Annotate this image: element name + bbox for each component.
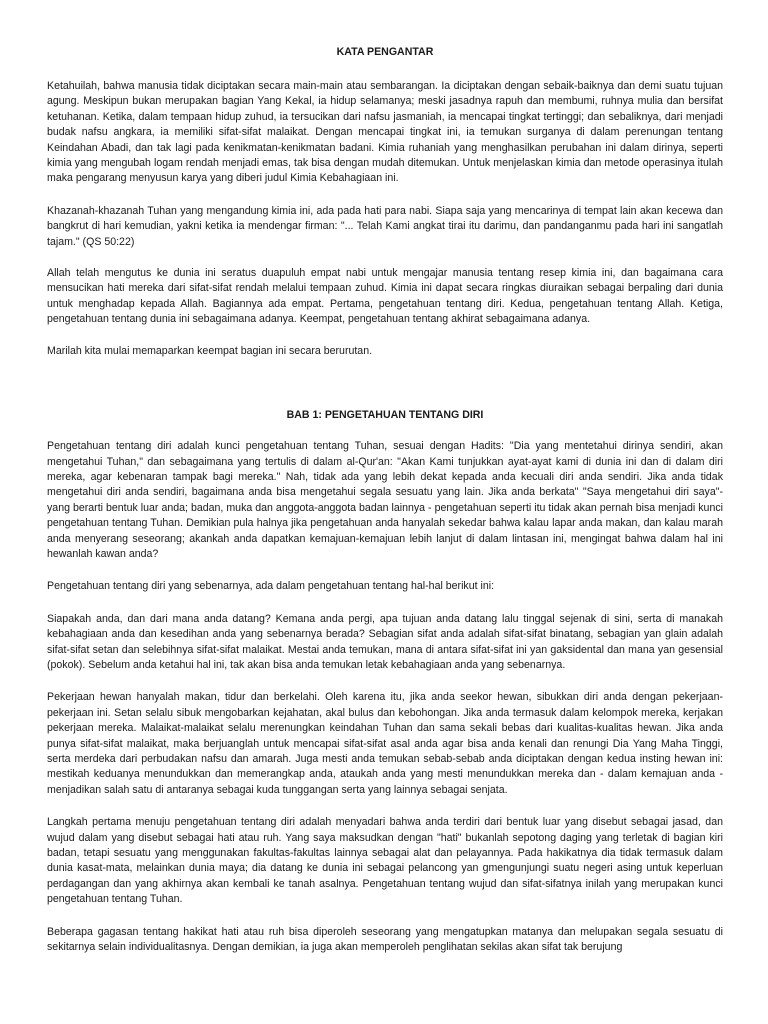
intro-paragraph: Ketahuilah, bahwa manusia tidak diciptakan secara main-main atau sembarangan. Ia diciptakan dengan sebaik-baiknya dan demi suatu tujuan agung. Meskipun bukan merupakan bagian Yang Kekal, ia hidup selamanya; meski jasadnya rapuh dan membumi, ruhnya mulia dan bersifat ketuhanan. Ketika, dalam tempaan hidup zuhud, ia tersucikan dari nafsu jasmaniah, ia mencapai tingkat tertinggi; dan sebaliknya, dari menjadi budak nafsu angkara, ia memiliki sifat-sifat malaikat. Dengan mencapai tingkat ini, ia temukan surganya di dalam perenungan tentang Keindahan Abadi, dan tak lagi pada kenikmatan-kenikmatan badani. Kimia ruhaniah yang menghasilkan perubahan ini dalam dirinya, seperti kimia yang mengubah logam rendah menjadi emas, tak bisa dengan mudah ditemukan. Untuk menjelaskan kimia dan metode operasinya itulah maka pengarang menyusun karya yang diberi judul Kimia Kebahagiaan ini. xyxy=(47,80,723,185)
chapter-paragraph: Beberapa gagasan tentang hakikat hati atau ruh bisa diperoleh seseorang yang mengatupkan matanya dan melupakan segala sesuatu di sekitarnya selain individualitasnya. Dengan demikian, ia juga akan memperoleh penglihatan sekilas akan sifat tak berujung xyxy=(47,925,723,954)
chapter-paragraph: Pekerjaan hewan hanyalah makan, tidur dan berkelahi. Oleh karena itu, jika anda seekor hewan, sibukkan diri anda dengan pekerjaan-pekerjaan ini. Setan selalu sibuk mengobarkan kejahatan, akal bulus dan kebohongan. Jika anda termasuk dalam kelompok mereka, kerjakan pekerjaan mereka. Malaikat-malaikat selalu merenungkan keindahan Tuhan dan sama sekali bebas dari kualitas-kualitas hewan. Jika anda punya sifat-sifat malaikat, maka berjuanglah untuk mencapai sifat-sifat asal anda agar bisa anda kenali dan renungi Dia Yang Maha Tinggi, serta merdeka dari perbudakan nafsu dan amarah. Juga mesti anda temukan sebab-sebab anda diciptakan dengan kedua insting hewan ini: mestikah keduanya menundukkan dan memerangkap anda, ataukah anda yang mesti menundukkan mereka dan - dalam kemajuan anda - menjadikan salah satu di antaranya sebagai kuda tunggangan serta yang lainnya sebagai senjata. xyxy=(47,691,723,796)
page-title: KATA PENGANTAR xyxy=(336,46,434,58)
chapter-paragraph: Pengetahuan tentang diri adalah kunci pengetahuan tentang Tuhan, sesuai dengan Hadits: "Dia yang mentetahui dirinya sendiri, akan mengetahui Tuhan," dan sebagaimana yang tertulis di dalam al-Qur'an: "Akan Kami tunjukkan ayat-ayat kami di dunia ini dan di dalam diri mereka, agar kebenaran tampak bagi mereka." Nah, tidak ada yang lebih dekat kepada anda kecuali diri anda sendiri. Jika anda tidak mengetahui diri anda sendiri, bagaimana anda bisa mengetahui segala sesuatu yang lain. Jika anda berkata" "Saya mengetahui diri saya"- yang berarti bentuk luar anda; badan, muka dan anggota-anggota badan lainnya - pengetahuan seperti itu tidak akan pernah bisa menjadi kunci pengetahuan tentang Tuhan. Demikian pula halnya jika pengetahuan anda hanyalah sekedar bahwa kalau lapar anda makan, dan kalau marah anda menyerang seseorang; akankah anda dapatkan kemajuan-kemajuan lebih lanjut di dalam lintasan ini, mengingat bahwa dalam hal ini hewanlah kawan anda? xyxy=(47,440,723,560)
chapter-paragraph: Siapakah anda, dan dari mana anda datang? Kemana anda pergi, apa tujuan anda datang lalu tinggal sejenak di sini, serta di manakah kebahagiaan anda dan kesedihan anda yang sebenarnya berada? Sebagian sifat anda adalah sifat-sifat binatang, sebagian yan glain adalah sifat-sifat setan dan selebihnya sifat-sifat malaikat. Mestai anda temukan, mana di antara sifat-sifat ini yan gaksidental dan mana yan gesensial (pokok). Sebelum anda ketahui hal ini, tak akan bisa anda temukan letak kebahagiaan anda yang sebenarnya. xyxy=(47,612,723,671)
intro-paragraph: Khazanah-khazanah Tuhan yang mengandung kimia ini, ada pada hati para nabi. Siapa saja yang mencarinya di tempat lain akan kecewa dan bangkrut di hari kemudian, yakni ketika ia mendengar firman: "... Telah Kami angkat tirai itu darimu, dan pandanganmu pada hari ini sangatlah tajam." (QS 50:22) xyxy=(47,204,723,248)
document-body xyxy=(47,45,723,955)
intro-paragraph: Marilah kita mulai memaparkan keempat bagian ini secara berurutan. xyxy=(47,344,373,357)
intro-paragraph: Allah telah mengutus ke dunia ini seratus duapuluh empat nabi untuk mengajar manusia tentang resep kimia ini, dan bagaimana cara mensucikan hati mereka dari sifat-sifat rendah melalui tempaan zuhud. Kimia ini dapat secara ringkas diuraikan sebagai berpaling dari dunia untuk menghadap kepada Allah. Bagiannya ada empat. Pertama, pengetahuan tentang diri. Kedua, pengetahuan tentang Allah. Ketiga, pengetahuan tentang dunia ini sebagaimana adanya. Keempat, pengetahuan tentang akhirat sebagaimana adanya. xyxy=(47,267,723,326)
chapter-paragraph: Pengetahuan tentang diri yang sebenarnya, ada dalam pengetahuan tentang hal-hal berikut ini: xyxy=(47,580,495,593)
chapter-title: BAB 1: PENGETAHUAN TENTANG DIRI xyxy=(286,409,484,422)
chapter-paragraph: Langkah pertama menuju pengetahuan tentang diri adalah menyadari bahwa anda terdiri dari bentuk luar yang disebut sebagai jasad, dan wujud dalam yang disebut sebagai hati atau ruh. Yang saya maksudkan dengan "hati" bukanlah sepotong daging yang terletak di bagian kiri badan, tetapi sesuatu yang menggunakan fakultas-fakultas lainnya sebagai alat dan pelayannya. Pada hakikatnya dia tidak termasuk dalam dunia kasat-mata, melainkan dunia maya; dia datang ke dunia ini sebagai pelancong yan gmengunjungi suatu negeri asing untuk keperluan perdagangan dan yang akhirnya akan kembali ke tanah asalnya. Pengetahuan tentang wujud dan sifat-sifatnya inilah yang merupakan kunci pengetahuan tentang Tuhan. xyxy=(47,816,723,906)
